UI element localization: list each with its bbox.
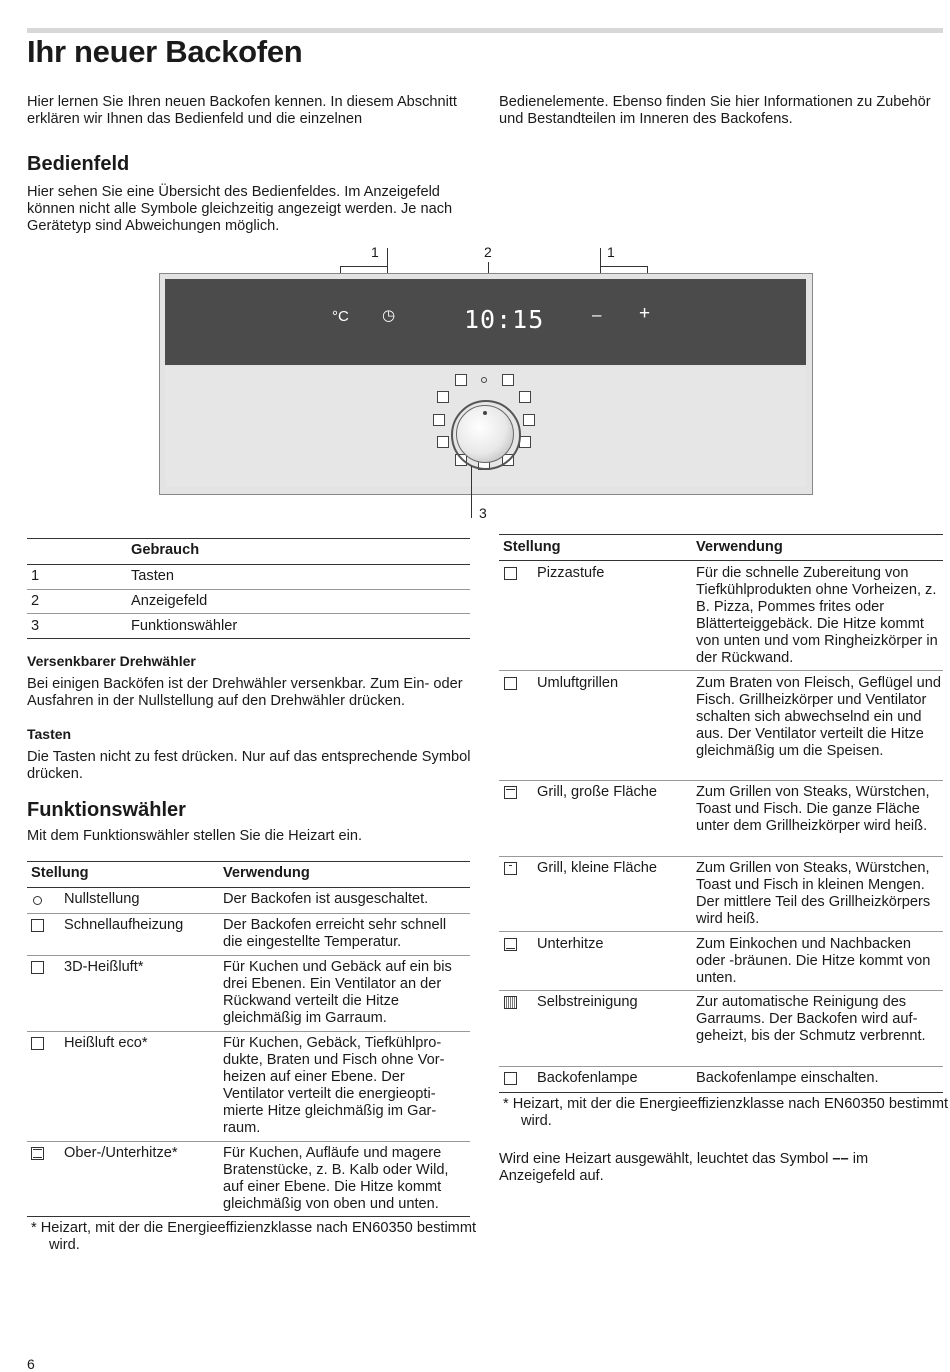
intro-left: Hier lernen Sie Ihren neuen Backofen kennen. In diesem Abschnitt erklären wir Ihnen das Bedienfeld und die einzelnen (27, 94, 457, 127)
callout-2: 2 (484, 244, 492, 260)
footnote-left: * Heizart, mit der die Energieeffizienzklasse nach EN60350 bestimmt wird. (31, 1220, 477, 1253)
null-icon (481, 377, 487, 383)
bottom-heat-icon (433, 414, 445, 426)
oven-lamp-icon (504, 1072, 517, 1085)
function-name: Umluftgrillen (537, 675, 619, 691)
bottom-heat-icon (504, 938, 517, 951)
function-text: Für Kuchen, Aufläufe und magere Bratenstücke, z. B. Kalb oder Wild, auf einer Ebene. Die Hitze kommt gleichmäßig von oben und unten. (223, 1145, 449, 1212)
self-clean-icon (437, 391, 449, 403)
hot-air-eco-icon (523, 414, 535, 426)
plus-button[interactable]: + (639, 303, 651, 324)
col-verwendung: Verwendung (223, 865, 310, 881)
gebrauch-num: 2 (31, 593, 40, 609)
gebrauch-num: 1 (31, 568, 40, 584)
function-name: 3D-Heißluft* (64, 959, 144, 975)
knob-marker (483, 411, 487, 415)
display-time: 10:15 (464, 305, 545, 334)
pizza-icon (504, 567, 517, 580)
function-name: Selbstreinigung (537, 994, 638, 1010)
function-text: Backofenlampe einschalten. (696, 1070, 879, 1086)
gebrauch-num: 3 (31, 618, 40, 634)
oven-lamp-icon (455, 374, 467, 386)
versenkbar-heading: Versenkbarer Drehwähler (27, 653, 196, 669)
function-text: Für die schnelle Zubereitung von Tiefkühlprodukten ohne Vorheizen, z. B. Pizza, Pommes frites oder Blätterteiggebäck. Die Hitze kommt von unten und vom Ringheizkörper in der Rückwand. (696, 565, 938, 666)
function-text: Zum Grillen von Steaks, Würstchen, Toast und Fisch in kleinen Mengen. Der mittlere Teil des Grillheizkörpers wird heiß. (696, 860, 931, 927)
footnote-right: * Heizart, mit der die Energieeffizienzklasse nach EN60350 bestimmt wird. (503, 1096, 949, 1129)
small-grill-icon (437, 436, 449, 448)
bedienfeld-text: Hier sehen Sie eine Übersicht des Bedienfeldes. Im Anzeigefeld können nicht alle Symbole gleichzeitig angezeigt werden. Je nach Gerätetyp sind Abweichungen möglich. (27, 184, 453, 234)
3d-hot-air-icon (31, 961, 44, 974)
gebrauch-header: Gebrauch (131, 542, 200, 558)
fast-heat-icon (31, 919, 44, 932)
versenkbar-text: Bei einigen Backöfen ist der Drehwähler versenkbar. Zum Ein- oder Ausfahren in der Nullstellung auf den Drehwähler drücken. (27, 676, 463, 709)
function-name: Pizzastufe (537, 565, 605, 581)
col-verwendung: Verwendung (696, 539, 783, 555)
function-text: Zur automatische Reinigung des Garraums. Der Backofen wird aufgeheizt, bis der Schmutz verbrennt. (696, 994, 926, 1044)
callout-1-right: 1 (607, 244, 615, 260)
dash-symbol: –– (832, 1151, 849, 1167)
function-name: Nullstellung (64, 891, 140, 907)
function-name: Grill, kleine Fläche (537, 860, 658, 876)
function-name: Backofenlampe (537, 1070, 638, 1086)
null-icon (33, 896, 42, 905)
circulated-grill-icon (504, 677, 517, 690)
funktionswaehler-text: Mit dem Funktionswähler stellen Sie die Heizart ein. (27, 828, 362, 844)
hot-air-eco-icon (31, 1037, 44, 1050)
temperature-symbol: °C (332, 308, 349, 325)
gebrauch-label: Tasten (131, 568, 174, 584)
funktionswaehler-heading: Funktionswähler (27, 799, 186, 821)
small-grill-icon (504, 862, 517, 875)
intro-right: Bedienelemente. Ebenso finden Sie hier Informationen zu Zubehör und Bestandteilen im Inneren des Backofens. (499, 94, 931, 127)
function-name: Heißluft eco* (64, 1035, 148, 1051)
function-text: Zum Grillen von Steaks, Würstchen, Toast und Fisch. Die ganze Fläche unter dem Grillheizkörper wird heiß. (696, 784, 930, 834)
display-field (165, 279, 806, 365)
top-rule (27, 28, 943, 33)
function-text: Für Kuchen, Gebäck, Tiefkühlprodukte, Braten und Fisch ohne Vorheizen auf einer Ebene. Der Ventilator verteilt die energieoptimierte Hitze gleichmäßig im Garraum. (223, 1035, 445, 1136)
minus-button[interactable]: – (592, 305, 602, 324)
gebrauch-label: Funktionswähler (131, 618, 238, 634)
function-name: Ober-/Unterhitze* (64, 1145, 178, 1161)
large-grill-icon (504, 786, 517, 799)
tasten-heading: Tasten (27, 726, 72, 742)
col-stellung: Stellung (31, 865, 89, 881)
bedienfeld-heading: Bedienfeld (27, 153, 130, 175)
page-title: Ihr neuer Backofen (27, 34, 303, 69)
page-number: 6 (27, 1356, 35, 1372)
3d-hot-air-icon (519, 391, 531, 403)
function-text: Für Kuchen und Gebäck auf ein bis drei Ebenen. Ein Ventilator an der Rückwand verteilt die Hitze gleichmäßig im Garraum. (223, 959, 452, 1026)
col-stellung: Stellung (503, 539, 561, 555)
function-text: Der Backofen ist ausgeschaltet. (223, 891, 429, 907)
function-name: Unterhitze (537, 936, 604, 952)
gebrauch-label: Anzeigefeld (131, 593, 208, 609)
callout-1-left: 1 (371, 244, 379, 260)
function-text: Der Backofen erreicht sehr schnell die eingestellte Temperatur. (223, 917, 447, 950)
function-text: Zum Braten von Fleisch, Geflügel und Fisch. Grillheizkörper und Ventilator schalten sich abwechselnd ein und aus. Der Ventilator verteilt die Hitze gleichmäßig um die Speisen. (696, 675, 941, 759)
self-clean-icon (504, 996, 517, 1009)
clock-icon: ◷ (382, 307, 396, 324)
function-text: Zum Einkochen und Nachbacken oder -bräunen. Die Hitze kommt von unten. (696, 936, 931, 986)
callout-3: 3 (479, 505, 487, 521)
function-name: Grill, große Fläche (537, 784, 658, 800)
function-name: Schnellaufheizung (64, 917, 184, 933)
closing-text: Wird eine Heizart ausgewählt, leuchtet das Symbol –– im Anzeigefeld auf. (499, 1151, 869, 1184)
tasten-text: Die Tasten nicht zu fest drücken. Nur auf das entsprechende Symbol drücken. (27, 749, 471, 782)
fast-heat-icon (502, 374, 514, 386)
top-bottom-heat-icon (31, 1147, 44, 1160)
